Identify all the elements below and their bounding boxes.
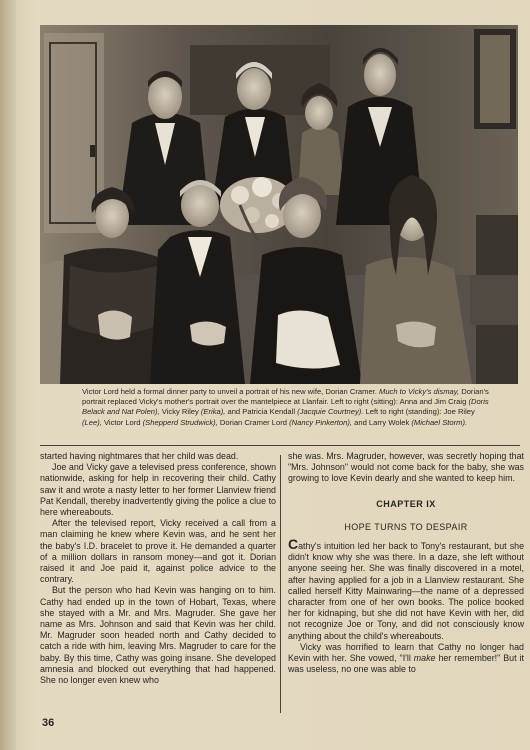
caption-part9: (Jacquie Courtney).: [297, 407, 364, 417]
caption-part3: Dorian's portrait replaced Vicky's mother's portrait over the mantelpiece at Llanfair. Left to right (sitting):: [82, 387, 489, 407]
caption-part11: Joe Riley: [441, 407, 475, 417]
right-text-column: [288, 451, 524, 675]
caption-part15: Dorian Cramer Lord: [217, 417, 290, 427]
caption-part8: and Patricia Kendall: [225, 407, 298, 417]
caption-part13: Victor Lord: [101, 417, 143, 427]
caption-part16: (Nancy Pinkerton),: [289, 417, 353, 427]
right-paragraph-2-text: athy's intuition led her back to Tony's restaurant, but she didn't know why she was there. In a daze, she left without anyone seeing her. She was finally discovered in a motel, after having applied for a job in a Llanview restaurant. She called herself Kitty Mainwaring—the name of a depressed character from one of her own books. The police booked her for kidnaping, but she did not have Kevin with her, did not recognize Joe or Tony, and did not consciously know anything about the child's whereabouts.: [288, 541, 524, 641]
right-paragraph-1: she was. Mrs. Magruder, however, was secretly hoping that "Mrs. Johnson" would not come back for the baby, she was growing to love Kevin dearly and she wanted to keep him.: [288, 451, 524, 484]
chapter-subtitle: HOPE TURNS TO DESPAIR: [344, 521, 468, 532]
right-paragraph-3c: her remember!" But it was useless, no one was able to: [288, 653, 524, 675]
caption-part12: (Lee),: [82, 417, 102, 427]
caption-part2: Much to Vicky's dismay,: [379, 387, 460, 396]
caption-divider: [40, 445, 520, 446]
left-paragraph-2: Joe and Vicky gave a televised press conference, shown nationwide, asking for help in recovering their child. Cathy saw it and wrote a nasty letter to her former Llanview friend Pat Kendall, thereby inadvertently giving the police a clue to here whereabouts.: [40, 462, 276, 518]
caption-part18: (Michael Storm).: [411, 417, 468, 427]
caption-part4: Anna and Jim Craig: [397, 397, 469, 407]
caption-part6: Vicky Riley: [159, 407, 201, 417]
page-number: 36: [42, 717, 55, 729]
right-paragraph-2: [288, 536, 524, 642]
left-text-column: [40, 451, 276, 686]
caption-part17: and Larry Wolek: [352, 417, 412, 427]
cast-photo-illustration: [40, 25, 518, 384]
left-paragraph-4: But the person who had Kevin was hanging on to him. Cathy had ended up in the town of Hobart, Texas, where she stayed with a Mr. and Mrs. Magruder. She gave her name as Mrs. Johnson and said that Kevin was her child. Mr. Magruder soon headed north and Cathy decided to catch a ride with him, leaving Mrs. Magruder to care for the baby. By this time, Cathy was going insane. She developed amnesia and blocked out everything that had happened. She no longer even knew who: [40, 585, 276, 686]
caption-part1: Victor Lord held a formal dinner party to unveil a portrait of his new wife, Dorian Cramer.: [82, 387, 379, 396]
right-paragraph-3: [288, 642, 524, 676]
left-paragraph-3: After the televised report, Vicky received a call from a man claiming he knew where Kevin was, and he sent her the baby's I.D. bracelet to prove it. He demanded a quarter of a million dollars in ransom money—and got it. Dorian raised it and Joe paid it, against police advice to the contrary.: [40, 518, 276, 585]
right-paragraph-3b: make: [413, 653, 436, 664]
cast-photo: [40, 25, 518, 384]
photo-caption: [82, 387, 492, 428]
caption-part5: (Doris Belack and Nat Polen),: [82, 397, 489, 417]
left-paragraph-1: started having nightmares that her child was dead.: [40, 451, 239, 461]
caption-part7: (Erika),: [200, 407, 226, 417]
chapter-title: CHAPTER IX: [376, 498, 436, 509]
page-spine: [0, 0, 16, 750]
caption-part14: (Shepperd Strudwick),: [142, 417, 218, 427]
column-divider: [280, 455, 281, 713]
right-paragraph-3a: Vicky was horrified to learn that Cathy no longer had Kevin with her. She vowed, "I'll: [288, 641, 524, 664]
caption-part10: Left to right (standing):: [363, 407, 442, 417]
drop-cap: C: [288, 536, 299, 553]
